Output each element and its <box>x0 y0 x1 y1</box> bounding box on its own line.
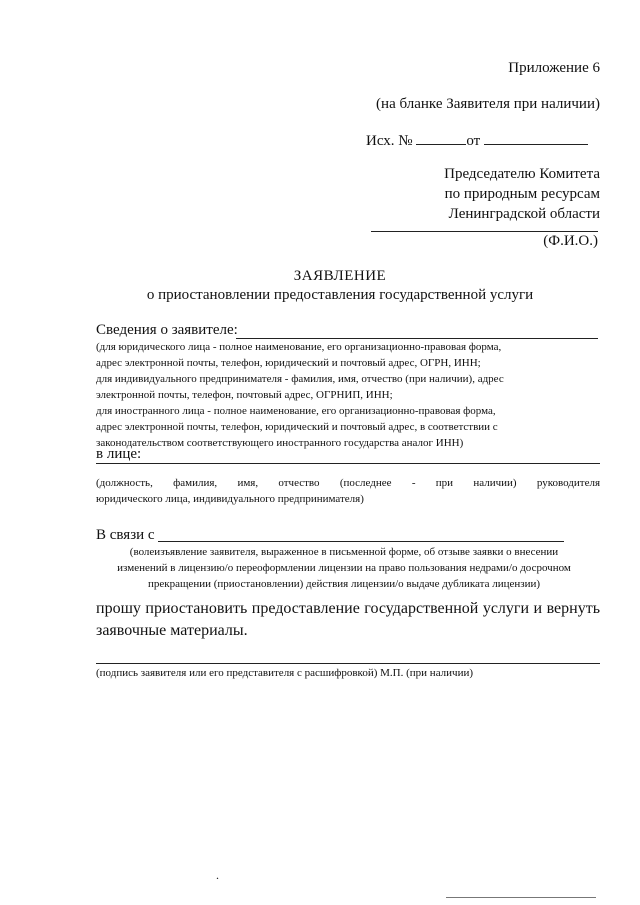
hint-line: законодательством соответствующего иностранного государства аналог ИНН) <box>96 437 464 449</box>
applicant-hint <box>96 339 600 451</box>
representative-hint <box>96 475 600 507</box>
appendix-label: Приложение 6 <box>508 60 600 76</box>
addressee-fio-line[interactable] <box>371 231 598 232</box>
addressee-line: Ленинградской области <box>448 206 600 222</box>
fio-caption: (Ф.И.О.) <box>543 233 598 249</box>
hint-line: адрес электронной почты, телефон, юридический и почтовый адрес, в соответствии с <box>96 421 498 433</box>
signature-caption: (подпись заявителя или его представителя с расшифровкой) М.П. (при наличии) <box>96 667 474 679</box>
addressee-block <box>444 164 600 224</box>
document-title: ЗАЯВЛЕНИЕ <box>293 268 387 284</box>
hint-line: изменений в лицензию/о переоформлении лицензии на право пользования недрами/о досрочном <box>117 562 571 574</box>
request-line: прошу приостановить предоставление государственной услуги и вернуть <box>96 600 600 617</box>
reason-field[interactable] <box>158 541 564 542</box>
footer-mark: . <box>216 868 219 882</box>
reason-hint <box>88 544 600 592</box>
representative-field[interactable] <box>96 463 600 464</box>
hint-line: (для юридического лица - полное наименование, его организационно-правовая форма, <box>96 341 502 353</box>
ref-number-field[interactable] <box>416 131 466 145</box>
hint-line: адрес электронной почты, телефон, юридический и почтовый адрес, ОГРН, ИНН; <box>96 357 481 369</box>
hint-line: прекращении (приостановлении) действия лицензии/о выдаче дубликата лицензии) <box>147 578 541 590</box>
hint-line: для иностранного лица - полное наименование, его организационно-правовая форма, <box>96 405 496 417</box>
hint-line: юридического лица, индивидуального предпринимателя) <box>96 493 364 505</box>
hint-line: электронной почты, телефон, почтовый адрес, ОГРНИП, ИНН; <box>96 389 393 401</box>
ref-number-prefix: Исх. № <box>366 133 413 149</box>
request-line: заявочные материалы. <box>96 622 248 639</box>
hint-line: (должность, фамилия, имя, отчество (последнее - при наличии) руководителя <box>96 477 600 489</box>
footer-rule <box>446 897 596 898</box>
letterhead-note: (на бланке Заявителя при наличии) <box>376 96 600 112</box>
signature-field[interactable] <box>96 663 600 664</box>
hint-line: (волеизъявление заявителя, выраженное в письменной форме, об отзыве заявки о внесении <box>129 546 559 558</box>
ref-date-prefix: от <box>466 133 481 149</box>
hint-line: для индивидуального предпринимателя - фамилия, имя, отчество (при наличии), адрес <box>96 373 504 385</box>
request-text <box>96 598 600 642</box>
reason-label: В связи с <box>96 527 155 543</box>
addressee-line: Председателю Комитета <box>444 166 600 182</box>
ref-date-field[interactable] <box>484 131 588 145</box>
outgoing-ref <box>366 131 588 150</box>
applicant-label: Сведения о заявителе: <box>96 322 238 338</box>
addressee-line: по природным ресурсам <box>444 186 600 202</box>
document-subtitle: о приостановлении предоставления государственной услуги <box>146 287 534 303</box>
representative-label: в лице: <box>96 446 142 462</box>
